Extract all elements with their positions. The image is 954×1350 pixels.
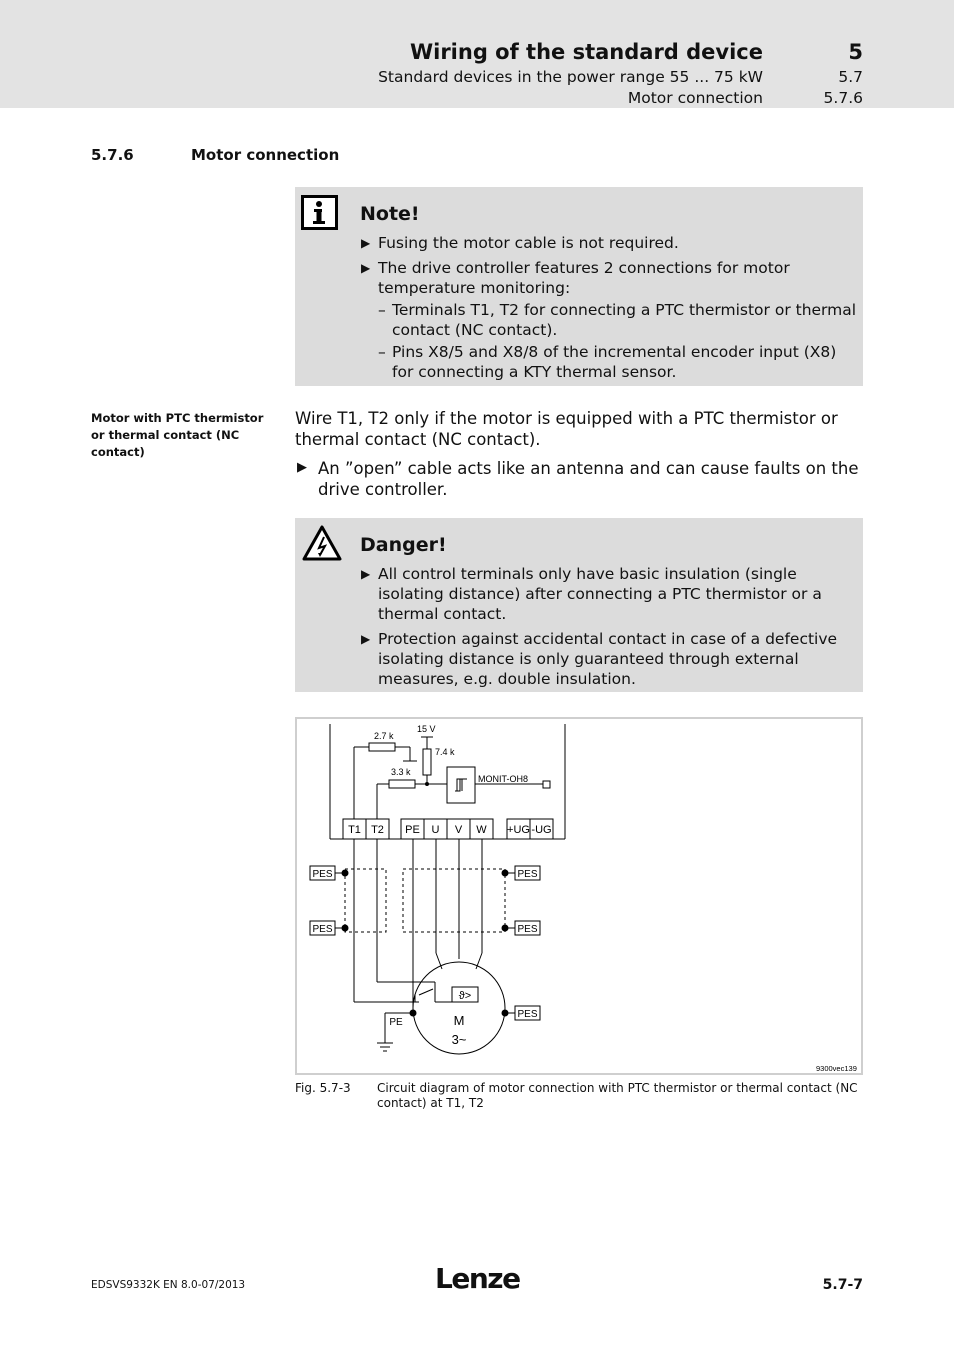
note-bullet-text: Fusing the motor cable is not required. [378, 234, 679, 252]
note-box [295, 187, 863, 386]
circuit-diagram [297, 719, 861, 1073]
note-title: Note! [360, 203, 420, 225]
section-header-number: 5.7.6 [823, 89, 863, 107]
section-title: Motor connection [191, 146, 340, 164]
danger-bullet-text: All control terminals only have basic insulation (single isolating distance) after connecting a PTC thermistor or a thermal contact. [378, 565, 822, 623]
page-number: 5.7-7 [822, 1277, 863, 1293]
terminal-v: V [454, 824, 463, 836]
pes-label: PES [312, 924, 333, 935]
figure-caption: Circuit diagram of motor connection with PTC thermistor or thermal contact (NC contact) at T1, T2 [377, 1081, 858, 1110]
terminal-t1: T1 [348, 824, 361, 836]
margin-note: Motor with PTC thermistor or thermal contact (NC contact) [91, 411, 264, 459]
terminal-pe: PE [405, 824, 420, 836]
danger-bullet: ▶ All control terminals only have basic insulation (single isolating distance) after connecting a PTC thermistor or a thermal contact. [361, 565, 822, 623]
lenze-logo: Lenze [435, 1262, 520, 1295]
pes-label: PES [312, 869, 333, 880]
chapter-title: Wiring of the standard device [409, 40, 763, 64]
pes-label: PES [517, 869, 538, 880]
info-icon [301, 195, 339, 231]
resistor-label-2k7: 2.7 k [374, 731, 394, 741]
pes-label: PES [517, 924, 538, 935]
danger-box [295, 518, 863, 692]
body-bullet: An ”open” cable acts like an antenna and can cause faults on the drive controller. [318, 459, 859, 499]
danger-title: Danger! [360, 534, 447, 556]
terminal-ug-plus: +UG [507, 824, 530, 836]
supply-label-15v: 15 V [417, 724, 436, 734]
note-bullet: ▶ Fusing the motor cable is not required. [361, 234, 679, 252]
danger-bullet: ▶ Protection against accidental contact in case of a defective isolating distance is only guaranteed through external measures, e.g. double insulation. [361, 630, 838, 688]
terminal-w: W [476, 824, 487, 836]
note-subitem-text: Pins X8/5 and X8/8 of the incremental encoder input (X8) for connecting a KTY thermal sensor. [392, 343, 837, 381]
motor-phase-label: 3~ [451, 1032, 467, 1047]
bullet-arrow-icon: ▶ [297, 460, 307, 475]
terminal-t2: T2 [371, 824, 384, 836]
pes-label: PES [517, 1009, 538, 1020]
figure-frame [295, 717, 863, 1075]
figure-id: 9300vec139 [816, 1064, 857, 1073]
figure-caption-number: Fig. 5.7-3 [295, 1081, 351, 1095]
resistor-label-3k3: 3.3 k [391, 767, 411, 777]
footer-doc-id: EDSVS9332K EN 8.0-07/2013 [91, 1279, 246, 1291]
subchapter-title: Standard devices in the power range 55 ... 75 kW [378, 68, 763, 86]
motor-label: M [453, 1013, 465, 1028]
note-subitem: – Terminals T1, T2 for connecting a PTC thermistor or thermal contact (NC contact). [378, 301, 857, 339]
section-header-title: Motor connection [627, 89, 763, 107]
subchapter-number: 5.7 [838, 68, 863, 86]
danger-bullet-text: Protection against accidental contact in case of a defective isolating distance is only guaranteed through external measures, e.g. double insulation. [378, 630, 838, 688]
note-subitem: – Pins X8/5 and X8/8 of the incremental encoder input (X8) for connecting a KTY thermal sensor. [378, 343, 837, 381]
resistor-label-7k4: 7.4 k [435, 747, 455, 757]
high-voltage-warning-icon [301, 524, 343, 562]
monit-oh8-label: MONIT-OH8 [478, 774, 529, 784]
thermal-sensor-label: ϑ> [458, 990, 472, 1002]
danger-list [361, 564, 857, 694]
note-bullet-text: The drive controller features 2 connections for motor temperature monitoring: [378, 259, 790, 297]
terminal-u: U [431, 824, 440, 836]
body-paragraph: Wire T1, T2 only if the motor is equipped with a PTC thermistor or thermal contact (NC contact). [295, 409, 838, 449]
section-number: 5.7.6 [91, 146, 134, 164]
note-bullet: ▶ The drive controller features 2 connections for motor temperature monitoring: – Terminals T1, T2 for connecting a PTC thermistor or thermal contact (NC contact). – Pins X8/5 and X8/8 of the incremental encoder input (X8) for connecting a KTY thermal sensor. [361, 259, 857, 381]
ground-pe-label: PE [389, 1017, 403, 1028]
chapter-number: 5 [848, 40, 863, 64]
terminal-ug-minus: -UG [531, 824, 552, 836]
note-list [361, 233, 857, 387]
note-subitem-text: Terminals T1, T2 for connecting a PTC thermistor or thermal contact (NC contact). [392, 301, 857, 339]
